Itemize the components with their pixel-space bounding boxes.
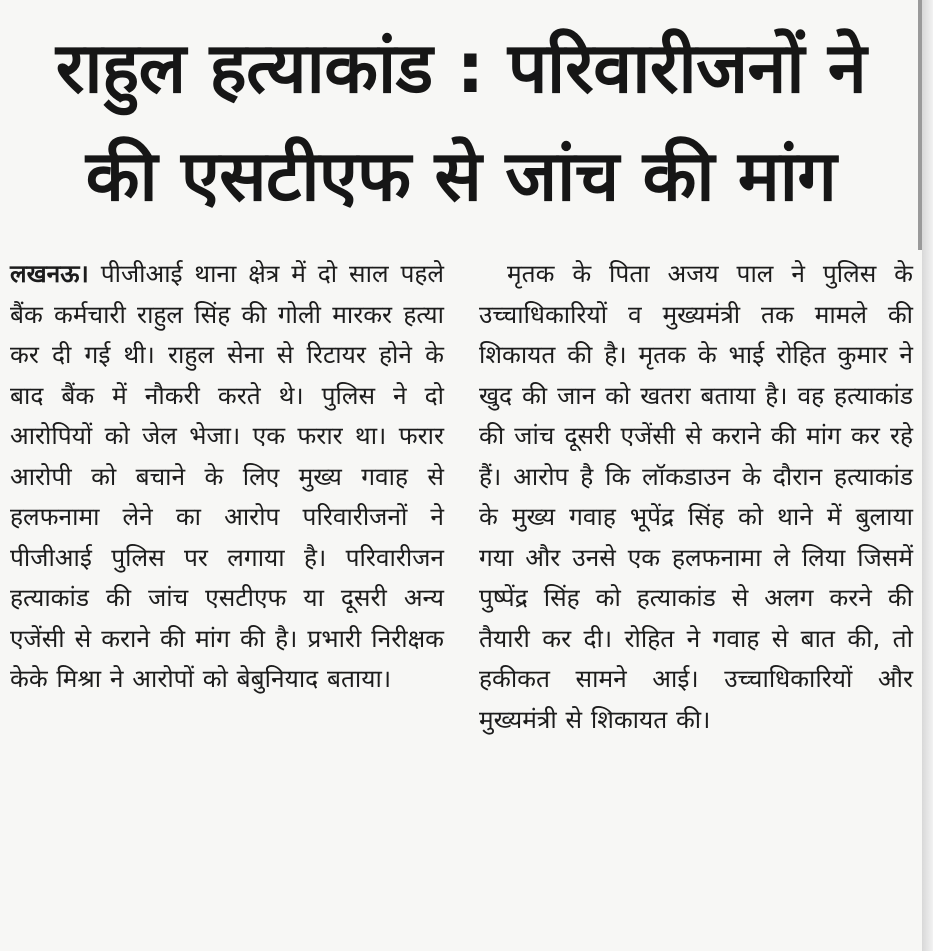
headline-line-1: राहुल हत्याकांड : परिवारीजनों ने [55,27,867,109]
page-edge-shadow [922,0,933,951]
column-2-text: मृतक के पिता अजय पाल ने पुलिस के उच्चाधिकारियों व मुख्यमंत्री तक मामले की शिकायत की है। मृतक के भाई रोहित कुमार ने खुद की जान को खतरा बताया है। वह हत्याकांड की जांच दूसरी एजेंसी से कराने की मांग कर रहे हैं। आरोप है कि लॉकडाउन के दौरान हत्याकांड के मुख्य गवाह भूपेंद्र सिंह को थाने में बुलाया गया और उनसे एक हलफनामा ले लिया जिसमें पुष्पेंद्र सिंह को हत्याकांड से अलग करने की तैयारी कर दी। रोहित ने गवाह से बात की, तो हकीकत सामने आई। उच्चाधिकारियों और मुख्यमंत्री से शिकायत की। [479,259,913,734]
headline [6,14,916,230]
column-1-text: पीजीआई थाना क्षेत्र में दो साल पहले बैंक कर्मचारी राहुल सिंह की गोली मारकर हत्या कर दी गई थी। राहुल सेना से रिटायर होने के बाद बैंक में नौकरी करते थे। पुलिस ने दो आरोपियों को जेल भेजा। एक फरार था। फरार आरोपी को बचाने के लिए मुख्य गवाह से हलफनामा लेने का आरोप परिवारीजनों ने पीजीआई पुलिस पर लगाया है। परिवारीजन हत्याकांड की जांच एसटीएफ या दूसरी अन्य एजेंसी से कराने की मांग की है। प्रभारी निरीक्षक केके मिश्रा ने आरोपों को बेबुनियाद बताया। [10,259,444,693]
article-column-1 [10,254,444,700]
article-column-2 [479,254,913,740]
dateline: लखनऊ। [10,259,89,288]
headline-line-2: की एसटीएफ से जांच की मांग [85,135,837,217]
